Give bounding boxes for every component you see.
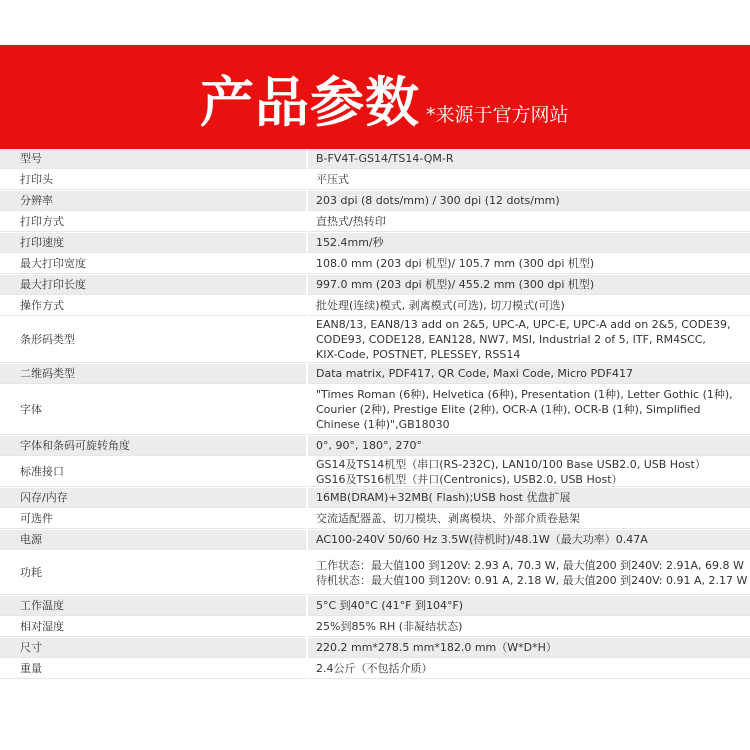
spec-label: 标准接口 xyxy=(0,457,306,487)
spec-label: 字体 xyxy=(0,385,306,435)
spec-value xyxy=(308,275,750,295)
spec-label: 电源 xyxy=(0,530,306,550)
spec-value-line: 交流适配器盖、切刀模块、剥离模块、外部介质卷悬架 xyxy=(316,512,580,525)
spec-row xyxy=(0,275,750,296)
spec-label: 分辨率 xyxy=(0,191,306,211)
spec-row xyxy=(0,488,750,509)
spec-row xyxy=(0,457,750,488)
spec-value-line: 直热式/热转印 xyxy=(316,215,386,228)
spec-row xyxy=(0,551,750,596)
spec-value-line: CODE93, CODE128, EAN128, NW7, MSI, Industrial 2 of 5, ITF, RM4SCC, xyxy=(316,333,706,346)
spec-value-line: 2.4公斤（不包括介质） xyxy=(316,662,433,675)
spec-value-line: 152.4mm/秒 xyxy=(316,236,384,249)
spec-row xyxy=(0,296,750,317)
spec-label: 工作温度 xyxy=(0,596,306,616)
spec-row xyxy=(0,530,750,551)
spec-value-line: 16MB(DRAM)+32MB( Flash);USB host 优盘扩展 xyxy=(316,491,571,504)
spec-label: 可选件 xyxy=(0,509,306,529)
spec-label: 打印头 xyxy=(0,170,306,190)
spec-value xyxy=(308,596,750,616)
spec-value-line: GS16及TS16机型（并口(Centronics), USB2.0, USB Host） xyxy=(316,472,623,486)
spec-label: 打印速度 xyxy=(0,233,306,253)
spec-value xyxy=(308,149,750,169)
spec-label: 相对湿度 xyxy=(0,617,306,637)
spec-label: 尺寸 xyxy=(0,638,306,658)
spec-row xyxy=(0,317,750,364)
spec-value-line: 108.0 mm (203 dpi 机型)/ 105.7 mm (300 dpi 机型) xyxy=(316,257,595,270)
spec-value-line: Chinese (1种)",GB18030 xyxy=(316,418,450,431)
spec-value xyxy=(308,436,750,456)
spec-value-line: 25%到85% RH (非凝结状态) xyxy=(316,620,463,633)
spec-row xyxy=(0,638,750,659)
spec-value-line: KIX-Code, POSTNET, PLESSEY, RSS14 xyxy=(316,348,521,361)
spec-label: 字体和条码可旋转角度 xyxy=(0,436,306,456)
spec-value-line: "Times Roman (6种), Helvetica (6种), Presentation (1种), Letter Gothic (1种), xyxy=(316,388,733,401)
spec-label: 打印方式 xyxy=(0,212,306,232)
page-subtitle: *来源于官方网站 xyxy=(426,104,569,126)
spec-value xyxy=(308,385,750,435)
spec-value-line: AC100-240V 50/60 Hz 3.5W(待机时)/48.1W（最大功率）0.47A xyxy=(316,533,648,546)
spec-value xyxy=(308,317,750,363)
spec-row xyxy=(0,617,750,638)
header-banner xyxy=(0,45,750,149)
spec-row xyxy=(0,596,750,617)
spec-label: 二维码类型 xyxy=(0,364,306,384)
spec-row xyxy=(0,509,750,530)
spec-value-line: EAN8/13, EAN8/13 add on 2&5, UPC-A, UPC-E, UPC-A add on 2&5, CODE39, xyxy=(316,318,731,331)
spec-value xyxy=(308,551,750,595)
spec-value-line: 平压式 xyxy=(316,173,349,186)
spec-label: 条形码类型 xyxy=(0,317,306,363)
spec-label: 最大打印宽度 xyxy=(0,254,306,274)
spec-row xyxy=(0,212,750,233)
spec-row xyxy=(0,659,750,680)
spec-value xyxy=(308,254,750,274)
spec-value-line: GS14及TS14机型（串口(RS-232C), LAN10/100 Base USB2.0, USB Host） xyxy=(316,457,706,471)
spec-label: 重量 xyxy=(0,659,306,679)
spec-label: 操作方式 xyxy=(0,296,306,316)
spec-value-line: 997.0 mm (203 dpi 机型)/ 455.2 mm (300 dpi 机型) xyxy=(316,278,595,291)
spec-value-line: Data matrix, PDF417, QR Code, Maxi Code, Micro PDF417 xyxy=(316,367,633,380)
spec-row xyxy=(0,436,750,457)
spec-value xyxy=(308,509,750,529)
spec-value-line: 待机状态：最大值100 到120V: 0.91 A, 2.18 W, 最大值200 到240V: 0.91 A, 2.17 W xyxy=(316,573,748,587)
spec-value xyxy=(308,233,750,253)
spec-row xyxy=(0,364,750,385)
spec-value-line: 0°, 90°, 180°, 270° xyxy=(316,439,422,452)
spec-row xyxy=(0,170,750,191)
page-title: 产品参数 xyxy=(200,71,420,134)
spec-label: 闪存/内存 xyxy=(0,488,306,508)
spec-value-line: 220.2 mm*278.5 mm*182.0 mm（W*D*H） xyxy=(316,641,557,654)
spec-value xyxy=(308,638,750,658)
spec-value-line: 203 dpi (8 dots/mm) / 300 dpi (12 dots/mm) xyxy=(316,194,560,207)
spec-label: 最大打印长度 xyxy=(0,275,306,295)
spec-value-line: 工作状态：最大值100 到120V: 2.93 A, 70.3 W, 最大值200 到240V: 2.91A, 69.8 W xyxy=(316,558,744,572)
spec-value xyxy=(308,617,750,637)
spec-value xyxy=(308,530,750,550)
spec-row xyxy=(0,233,750,254)
spec-value-line: 批处理(连续)模式, 剥离模式(可选), 切刀模式(可选) xyxy=(316,299,565,312)
spec-table xyxy=(0,149,750,680)
spec-value xyxy=(308,212,750,232)
spec-row xyxy=(0,191,750,212)
spec-value xyxy=(308,296,750,316)
spec-value xyxy=(308,488,750,508)
spec-row xyxy=(0,149,750,170)
spec-value xyxy=(308,457,750,487)
spec-label: 型号 xyxy=(0,149,306,169)
spec-row xyxy=(0,254,750,275)
spec-label: 功耗 xyxy=(0,551,306,595)
spec-value-line: B-FV4T-GS14/TS14-QM-R xyxy=(316,152,454,165)
spec-value-line: Courier (2种), Prestige Elite (2种), OCR-A (1种), OCR-B (1种), Simplified xyxy=(316,403,701,416)
spec-value xyxy=(308,364,750,384)
spec-value xyxy=(308,191,750,211)
spec-value xyxy=(308,659,750,679)
spec-row xyxy=(0,385,750,436)
spec-value xyxy=(308,170,750,190)
spec-value-line: 5°C 到40°C (41°F 到104°F) xyxy=(316,599,464,612)
